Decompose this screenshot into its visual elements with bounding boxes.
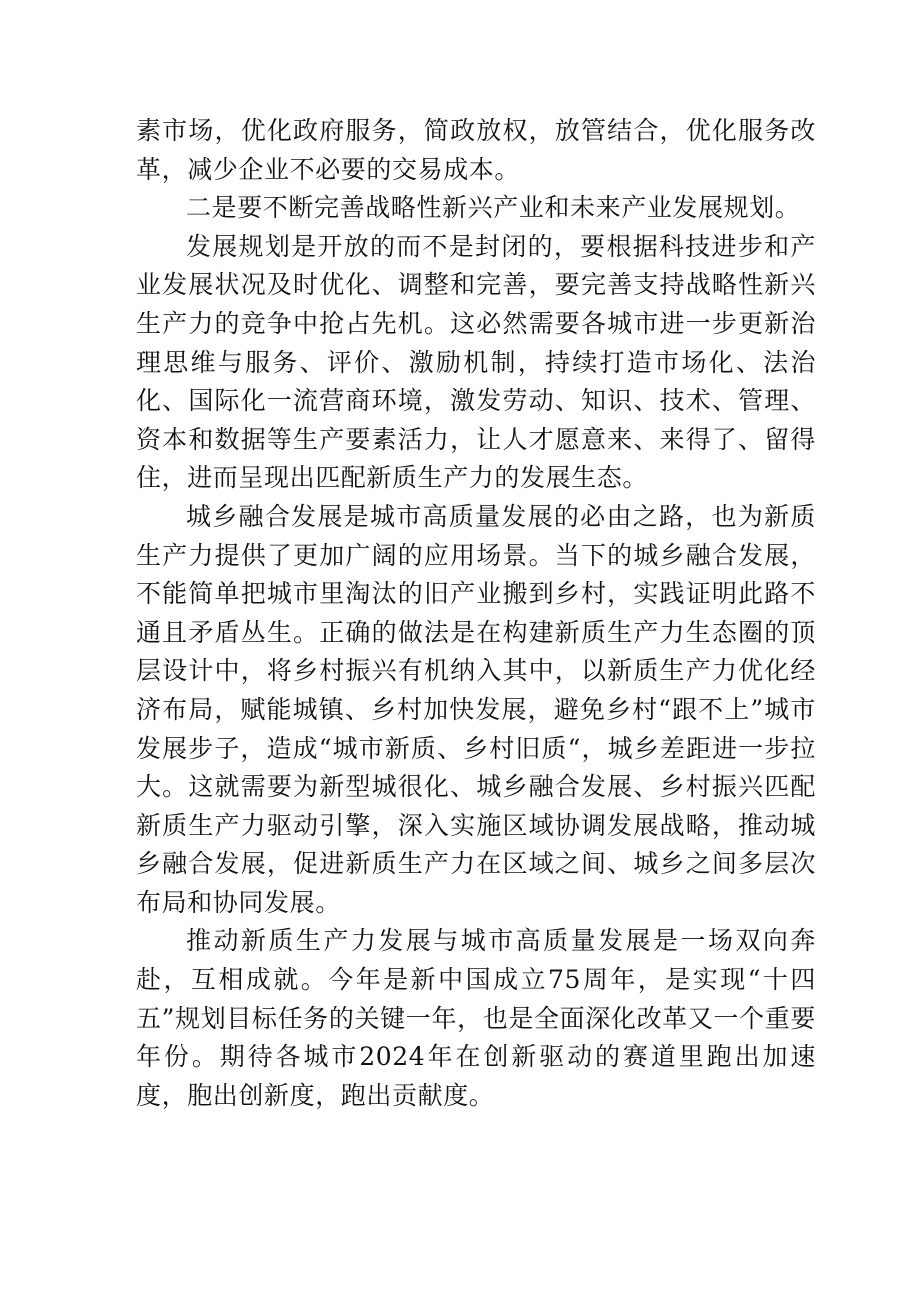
paragraph-development-planning: 发展规划是开放的而不是封闭的，要根据科技进步和产业发展状况及时优化、调整和完善，要完善支持战略性新兴生产力的竞争中抢占先机。这必然需要各城市进一步更新治理思维与服务、评价、激励机制，持续打造市场化、法治化、国际化一流营商环境，激发劳动、知识、技术、管理、资本和数据等生产要素活力，让人才愿意来、来得了、留得住，进而呈现出匹配新质生产力的发展生态。: [136, 231, 816, 493]
paragraph-urban-rural-integration: 城乡融合发展是城市高质量发展的必由之路，也为新质生产力提供了更加广阔的应用场景。当下的城乡融合发展，不能简单把城市里淘汰的旧产业搬到乡村，实践证明此路不通且矛盾丛生。正确的做法是在构建新质生产力生态圈的顶层设计中，将乡村振兴有机纳入其中，以新质生产力优化经济布局，赋能城镇、乡村加快发展，避免乡村“跟不上”城市发展步子，造成“城市新质、乡村旧质“，城乡差距进一步拉大。这就需要为新型城很化、城乡融合发展、乡村振兴匹配新质生产力驱动引擎，深入实施区域协调发展战略，推动城乡融合发展，促进新质生产力在区域之间、城乡之间多层次布局和协同发展。: [136, 501, 816, 917]
paragraph-conclusion: 推动新质生产力发展与城市高质量发展是一场双向奔赴，互相成就。今年是新中国成立75周年，是实现“十四五”规划目标任务的关键一年，也是全面深化改革又一个重要年份。期待各城市2024年在创新驱动的赛道里跑出加速度，胞出创新度，跑出贡献度。: [136, 926, 816, 1110]
paragraph-heading-point-two: 二是要不断完善战略性新兴产业和未来产业发展规划。: [186, 193, 801, 223]
paragraph-continued: 素市场，优化政府服务，简政放权，放管结合，优化服务改革，减少企业不必要的交易成本。: [136, 116, 816, 184]
document-page: [136, 112, 816, 1115]
